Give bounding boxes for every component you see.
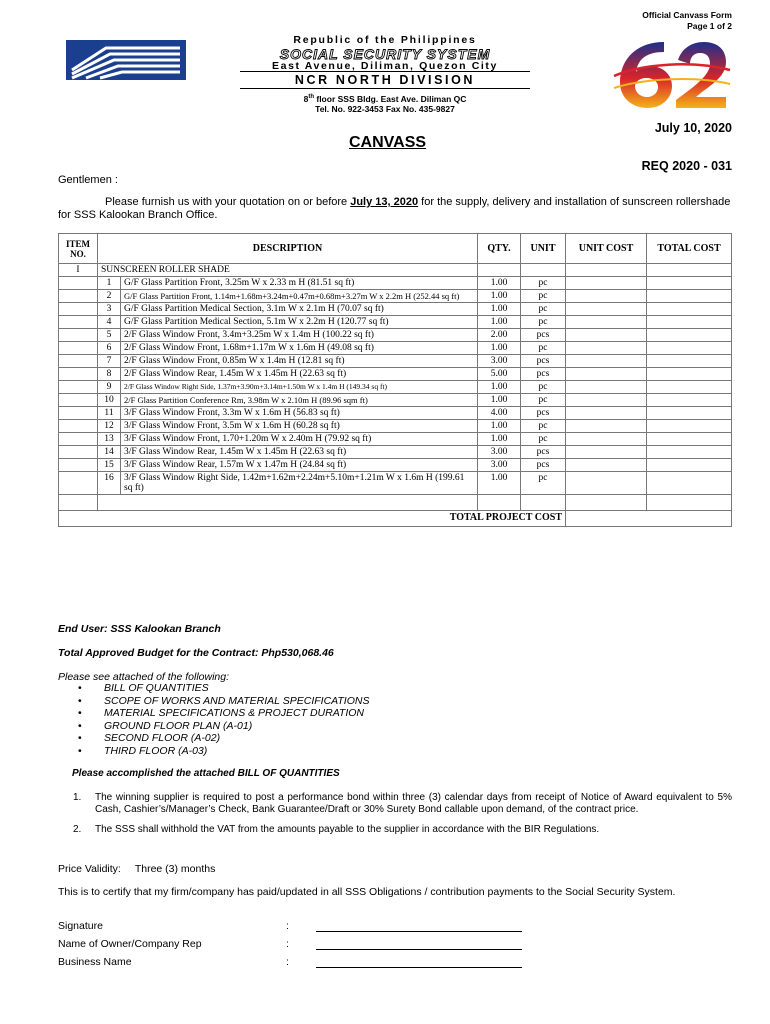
row-description: 2/F Glass Window Front, 1.68m+1.17m W x 1.6m H (49.08 sq ft) bbox=[121, 342, 478, 355]
approved-budget: Total Approved Budget for the Contract: Php530,068.46 bbox=[58, 647, 334, 659]
row-number: 4 bbox=[98, 316, 121, 329]
intro-after: for the supply, delivery and installation of sunscreen rollershade for SSS Kalookan Branch Office. bbox=[58, 196, 731, 221]
list-item: • SECOND FLOOR (A-02) bbox=[58, 732, 369, 745]
table-row bbox=[59, 316, 732, 329]
row-qty: 1.00 bbox=[478, 381, 521, 394]
deadline-date: July 13, 2020 bbox=[350, 196, 419, 208]
group-number: I bbox=[59, 264, 98, 277]
row-total-cost bbox=[647, 433, 732, 446]
owner-rep-label: Name of Owner/Company Rep bbox=[58, 938, 202, 950]
row-description: G/F Glass Partition Medical Section, 3.1m W x 2.1m H (70.07 sq ft) bbox=[121, 303, 478, 316]
row-unit: pc bbox=[521, 472, 566, 495]
price-validity bbox=[58, 863, 215, 875]
row-total-cost bbox=[647, 342, 732, 355]
row-total-cost bbox=[647, 303, 732, 316]
row-number: 9 bbox=[98, 381, 121, 394]
empty-cell bbox=[647, 495, 732, 511]
signature-colon: : bbox=[286, 920, 289, 932]
row-unit: pcs bbox=[521, 355, 566, 368]
office-address-rest: floor SSS Bldg. East Ave. Diliman QC bbox=[314, 94, 467, 104]
row-unit: pc bbox=[521, 316, 566, 329]
sss-logo-icon bbox=[66, 40, 186, 80]
table-row bbox=[59, 355, 732, 368]
header-unit-cost: UNIT COST bbox=[566, 234, 647, 264]
row-total-cost bbox=[647, 355, 732, 368]
table-row bbox=[59, 329, 732, 342]
row-total-cost bbox=[647, 277, 732, 290]
row-unit-cost bbox=[566, 407, 647, 420]
business-name-field bbox=[58, 956, 289, 968]
form-id bbox=[642, 10, 732, 32]
list-item: • BILL OF QUANTITIES bbox=[58, 682, 369, 695]
row-qty: 1.00 bbox=[478, 316, 521, 329]
anniversary-logo-icon bbox=[612, 36, 732, 112]
row-unit-cost bbox=[566, 355, 647, 368]
row-qty: 3.00 bbox=[478, 459, 521, 472]
agency-name: SOCIAL SECURITY SYSTEM bbox=[279, 46, 491, 62]
row-number: 11 bbox=[98, 407, 121, 420]
header-unit: UNIT bbox=[521, 234, 566, 264]
accomplish-instruction: Please accomplished the attached BILL OF QUANTITIES bbox=[72, 768, 340, 779]
empty-cell bbox=[59, 342, 98, 355]
table-row bbox=[59, 368, 732, 381]
row-unit: pc bbox=[521, 394, 566, 407]
row-unit: pc bbox=[521, 290, 566, 303]
empty-cell bbox=[521, 264, 566, 277]
list-item: • GROUND FLOOR PLAN (A-01) bbox=[58, 720, 369, 733]
empty-cell bbox=[59, 472, 98, 495]
empty-cell bbox=[59, 368, 98, 381]
row-unit: pc bbox=[521, 381, 566, 394]
row-unit-cost bbox=[566, 433, 647, 446]
row-number: 5 bbox=[98, 329, 121, 342]
notes bbox=[58, 792, 732, 844]
intro-paragraph bbox=[58, 196, 732, 222]
row-total-cost bbox=[647, 329, 732, 342]
table-row-blank bbox=[59, 495, 732, 511]
row-qty: 1.00 bbox=[478, 290, 521, 303]
header-qty: QTY. bbox=[478, 234, 521, 264]
business-name-colon: : bbox=[286, 956, 289, 968]
table-row bbox=[59, 459, 732, 472]
agency-address: East Avenue, Diliman, Quezon City bbox=[272, 60, 498, 72]
row-qty: 1.00 bbox=[478, 472, 521, 495]
row-qty: 3.00 bbox=[478, 355, 521, 368]
row-description: G/F Glass Partition Front, 1.14m+1.68m+3.24m+0.47m+0.68m+3.27m W x 2.2m H (252.44 sq ft) bbox=[121, 290, 478, 303]
row-description: 3/F Glass Window Front, 1.70+1.20m W x 2.40m H (79.92 sq ft) bbox=[121, 433, 478, 446]
document-date: July 10, 2020 bbox=[654, 121, 732, 135]
price-validity-label: Price Validity: bbox=[58, 863, 121, 875]
empty-cell bbox=[59, 446, 98, 459]
row-unit: pc bbox=[521, 433, 566, 446]
list-item: • MATERIAL SPECIFICATIONS & PROJECT DURATION bbox=[58, 707, 369, 720]
list-item: • THIRD FLOOR (A-03) bbox=[58, 745, 369, 758]
row-number: 10 bbox=[98, 394, 121, 407]
row-description: 2/F Glass Window Front, 0.85m W x 1.4m H (12.81 sq ft) bbox=[121, 355, 478, 368]
row-number: 7 bbox=[98, 355, 121, 368]
row-total-cost bbox=[647, 368, 732, 381]
table-row bbox=[59, 290, 732, 303]
empty-cell bbox=[98, 495, 478, 511]
note-number: 1. bbox=[73, 792, 82, 803]
end-user: End User: SSS Kalookan Branch bbox=[58, 623, 221, 635]
owner-rep-colon: : bbox=[286, 938, 289, 950]
row-qty: 1.00 bbox=[478, 433, 521, 446]
request-number: REQ 2020 - 031 bbox=[641, 159, 732, 173]
row-total-cost bbox=[647, 316, 732, 329]
signature-label: Signature bbox=[58, 920, 103, 932]
empty-cell bbox=[59, 459, 98, 472]
row-unit-cost bbox=[566, 446, 647, 459]
row-unit-cost bbox=[566, 316, 647, 329]
empty-cell bbox=[566, 495, 647, 511]
row-qty: 3.00 bbox=[478, 446, 521, 459]
empty-cell bbox=[59, 316, 98, 329]
table-row bbox=[59, 420, 732, 433]
empty-cell bbox=[59, 381, 98, 394]
table-row bbox=[59, 407, 732, 420]
row-total-cost bbox=[647, 459, 732, 472]
row-number: 8 bbox=[98, 368, 121, 381]
page-number: Page 1 of 2 bbox=[687, 21, 732, 31]
floor-suffix: th bbox=[308, 94, 314, 101]
empty-cell bbox=[59, 290, 98, 303]
row-number: 1 bbox=[98, 277, 121, 290]
table-row bbox=[59, 433, 732, 446]
row-number: 2 bbox=[98, 290, 121, 303]
business-name-line[interactable] bbox=[316, 967, 522, 968]
empty-cell bbox=[59, 355, 98, 368]
row-unit: pcs bbox=[521, 446, 566, 459]
group-title: SUNSCREEN ROLLER SHADE bbox=[98, 264, 478, 277]
row-unit: pc bbox=[521, 420, 566, 433]
empty-cell bbox=[59, 420, 98, 433]
row-qty: 1.00 bbox=[478, 277, 521, 290]
row-unit: pcs bbox=[521, 329, 566, 342]
row-unit-cost bbox=[566, 381, 647, 394]
total-project-cost-value bbox=[566, 511, 732, 527]
contact-numbers: Tel. No. 922-3453 Fax No. 435-9827 bbox=[315, 104, 455, 114]
row-unit-cost bbox=[566, 342, 647, 355]
row-total-cost bbox=[647, 472, 732, 495]
empty-cell bbox=[478, 495, 521, 511]
note-text: The winning supplier is required to post a performance bond within three (3) calendar days from receipt of Notice of Award equivalent to 5% Cash, Cashier’s/Manager’s Check, Bank Guarantee/Draft or 30% Surety Bond callable upon demand, of the contract price. bbox=[95, 792, 732, 815]
intro-before: Please furnish us with your quotation on or before bbox=[105, 196, 348, 208]
row-number: 14 bbox=[98, 446, 121, 459]
owner-rep-line[interactable] bbox=[316, 949, 522, 950]
row-description: 3/F Glass Window Rear, 1.45m W x 1.45m H (22.63 sq ft) bbox=[121, 446, 478, 459]
empty-cell bbox=[59, 329, 98, 342]
row-total-cost bbox=[647, 446, 732, 459]
row-total-cost bbox=[647, 381, 732, 394]
row-description: G/F Glass Partition Medical Section, 5.1m W x 2.2m H (120.77 sq ft) bbox=[121, 316, 478, 329]
row-total-cost bbox=[647, 290, 732, 303]
row-number: 13 bbox=[98, 433, 121, 446]
division-name: NCR NORTH DIVISION bbox=[240, 71, 530, 89]
total-row bbox=[59, 511, 732, 527]
row-description: 2/F Glass Window Right Side, 1.37m+3.90m+3.14m+1.50m W x 1.4m H (149.34 sq ft) bbox=[121, 381, 478, 394]
row-qty: 1.00 bbox=[478, 420, 521, 433]
row-unit-cost bbox=[566, 290, 647, 303]
page-title: CANVASS bbox=[349, 134, 427, 151]
table-row bbox=[59, 394, 732, 407]
row-qty: 4.00 bbox=[478, 407, 521, 420]
empty-cell bbox=[59, 433, 98, 446]
certification-text: This is to certify that my firm/company has paid/updated in all SSS Obligations / contribution payments to the Social Security System. bbox=[58, 886, 676, 898]
table-row bbox=[59, 446, 732, 459]
row-total-cost bbox=[647, 407, 732, 420]
row-qty: 2.00 bbox=[478, 329, 521, 342]
canvass-table bbox=[58, 233, 732, 527]
row-number: 6 bbox=[98, 342, 121, 355]
row-unit-cost bbox=[566, 420, 647, 433]
row-total-cost bbox=[647, 394, 732, 407]
row-unit: pc bbox=[521, 342, 566, 355]
note-number: 2. bbox=[73, 824, 82, 835]
row-unit-cost bbox=[566, 394, 647, 407]
empty-cell bbox=[59, 277, 98, 290]
row-unit-cost bbox=[566, 459, 647, 472]
row-description: 3/F Glass Window Front, 3.5m W x 1.6m H (60.28 sq ft) bbox=[121, 420, 478, 433]
note-item bbox=[58, 792, 732, 816]
row-qty: 1.00 bbox=[478, 303, 521, 316]
owner-rep-field bbox=[58, 938, 289, 950]
empty-cell bbox=[59, 303, 98, 316]
row-number: 15 bbox=[98, 459, 121, 472]
row-description: 3/F Glass Window Front, 3.3m W x 1.6m H (56.83 sq ft) bbox=[121, 407, 478, 420]
row-description: 3/F Glass Window Right Side, 1.42m+1.62m+2.24m+5.10m+1.21m W x 1.6m H (199.61 sq ft) bbox=[121, 472, 478, 495]
row-unit-cost bbox=[566, 329, 647, 342]
row-description: G/F Glass Partition Front, 3.25m W x 2.33 m H (81.51 sq ft) bbox=[121, 277, 478, 290]
empty-cell bbox=[566, 264, 647, 277]
row-unit-cost bbox=[566, 368, 647, 381]
empty-cell bbox=[521, 495, 566, 511]
row-unit: pcs bbox=[521, 368, 566, 381]
table-row bbox=[59, 303, 732, 316]
row-unit-cost bbox=[566, 303, 647, 316]
signature-line[interactable] bbox=[316, 931, 522, 932]
floor-number: 8 bbox=[303, 94, 309, 104]
total-project-cost-label: TOTAL PROJECT COST bbox=[59, 511, 566, 527]
greeting: Gentlemen : bbox=[58, 174, 118, 186]
table-group-row bbox=[59, 264, 732, 277]
table-row bbox=[59, 277, 732, 290]
form-id-title: Official Canvass Form bbox=[642, 10, 732, 20]
empty-cell bbox=[59, 407, 98, 420]
header-total-cost: TOTAL COST bbox=[647, 234, 732, 264]
row-unit: pcs bbox=[521, 407, 566, 420]
row-total-cost bbox=[647, 420, 732, 433]
row-number: 16 bbox=[98, 472, 121, 495]
business-name-label: Business Name bbox=[58, 956, 132, 968]
row-description: 2/F Glass Window Rear, 1.45m W x 1.45m H (22.63 sq ft) bbox=[121, 368, 478, 381]
row-unit-cost bbox=[566, 472, 647, 495]
row-unit-cost bbox=[566, 277, 647, 290]
row-unit: pcs bbox=[521, 459, 566, 472]
republic-line: Republic of the Philippines bbox=[293, 34, 477, 46]
table-row bbox=[59, 342, 732, 355]
row-description: 2/F Glass Partition Conference Rm, 3.98m W x 2.10m H (89.96 sqm ft) bbox=[121, 394, 478, 407]
row-unit: pc bbox=[521, 277, 566, 290]
attachments-list bbox=[58, 682, 369, 757]
row-description: 3/F Glass Window Rear, 1.57m W x 1.47m H (24.84 sq ft) bbox=[121, 459, 478, 472]
row-number: 3 bbox=[98, 303, 121, 316]
empty-cell bbox=[478, 264, 521, 277]
row-qty: 5.00 bbox=[478, 368, 521, 381]
signature-field bbox=[58, 920, 289, 932]
empty-cell bbox=[59, 495, 98, 511]
list-item: • SCOPE OF WORKS AND MATERIAL SPECIFICATIONS bbox=[58, 695, 369, 708]
row-unit: pc bbox=[521, 303, 566, 316]
table-row bbox=[59, 472, 732, 495]
table-row bbox=[59, 381, 732, 394]
empty-cell bbox=[59, 394, 98, 407]
header-description: DESCRIPTION bbox=[98, 234, 478, 264]
row-qty: 1.00 bbox=[478, 342, 521, 355]
row-qty: 1.00 bbox=[478, 394, 521, 407]
row-description: 2/F Glass Window Front, 3.4m+3.25m W x 1.4m H (100.22 sq ft) bbox=[121, 329, 478, 342]
note-item bbox=[58, 824, 732, 836]
price-validity-value: Three (3) months bbox=[134, 863, 216, 875]
note-text: The SSS shall withhold the VAT from the amounts payable to the supplier in accordance with the BIR Regulations. bbox=[95, 824, 600, 835]
row-number: 12 bbox=[98, 420, 121, 433]
office-address bbox=[240, 94, 530, 104]
empty-cell bbox=[647, 264, 732, 277]
attachments-intro: Please see attached of the following: bbox=[58, 671, 230, 683]
header-item-no: ITEM NO. bbox=[59, 234, 98, 264]
